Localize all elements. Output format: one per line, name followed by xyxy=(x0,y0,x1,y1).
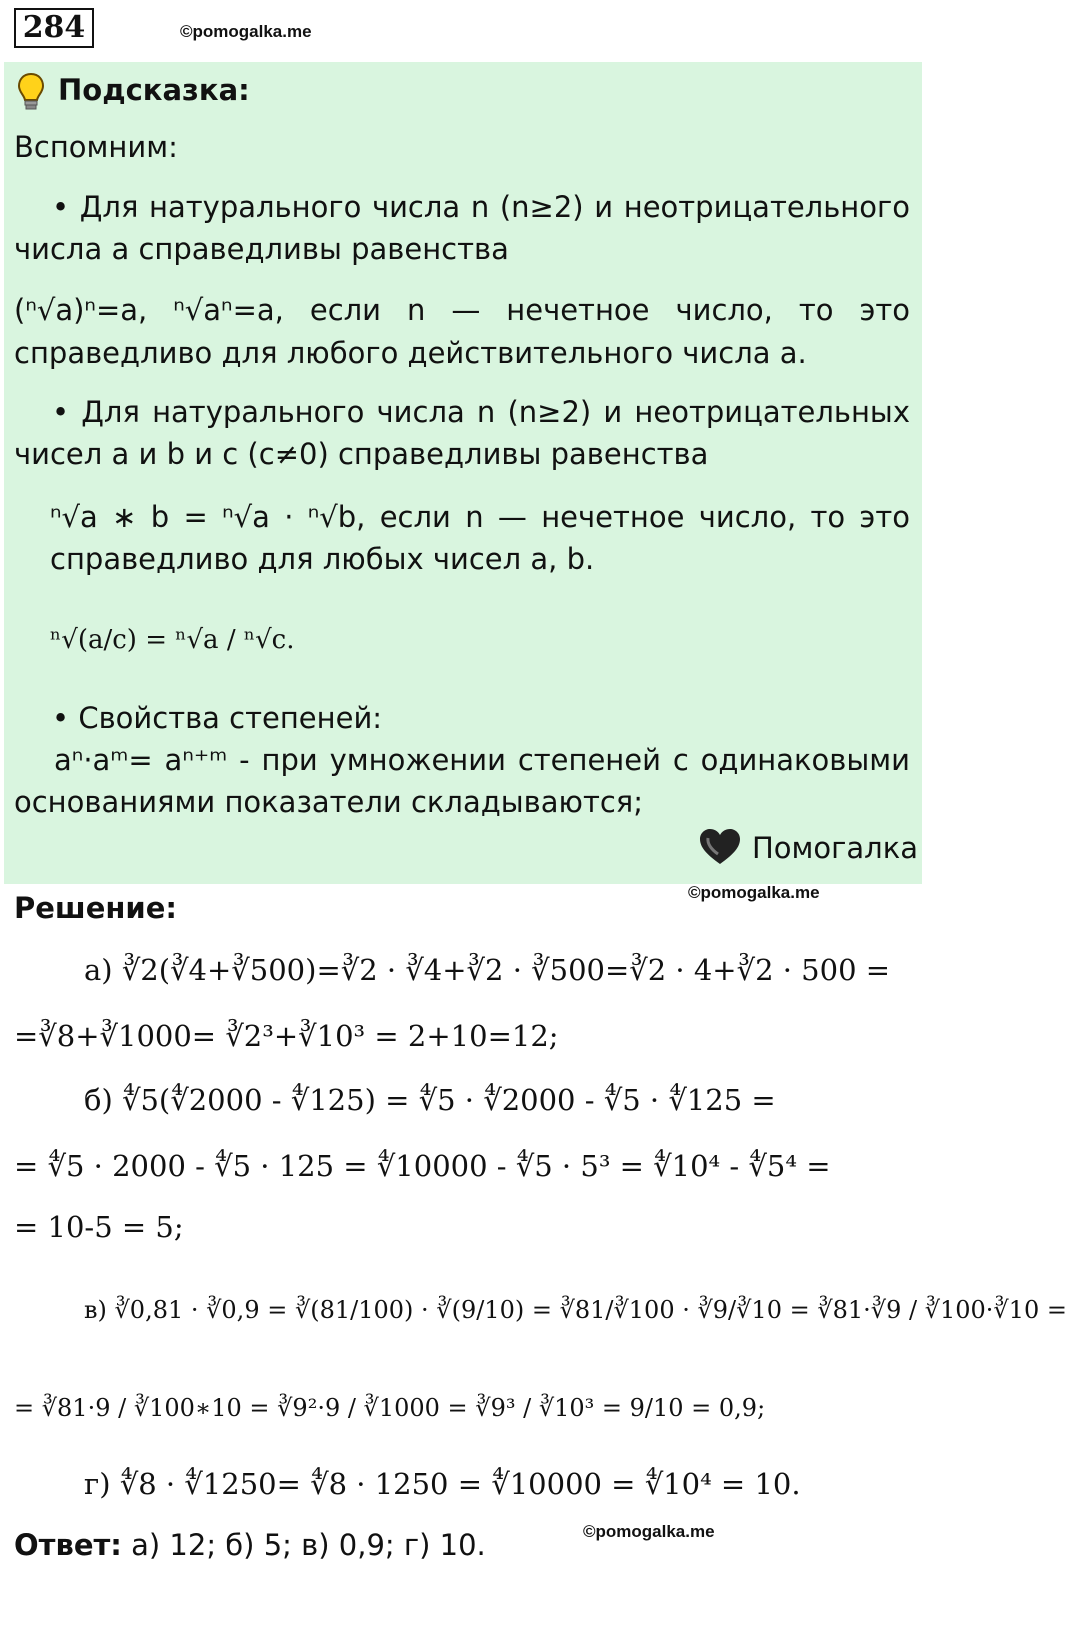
watermark-middle: ©pomogalka.me xyxy=(688,883,820,902)
hint-b2-line1: • Для натурального числа n (n≥2) и неотрицательных xyxy=(52,395,910,429)
heart-icon xyxy=(698,828,742,866)
hint-b3-line1: • Свойства степеней: xyxy=(52,701,383,735)
answer-text: а) 12; б) 5; в) 0,9; г) 10. xyxy=(121,1528,486,1562)
hint-b2-line4: справедливо для любых чисел a, b. xyxy=(50,542,595,576)
hint-b2-formula: ⁿ√a ∗ b = ⁿ√a · ⁿ√b, если n — нечетное число, то это xyxy=(50,500,910,534)
hint-intro: Вспомним: xyxy=(14,130,178,164)
hint-b1-line4: справедливо для любого действительного числа a. xyxy=(14,336,807,370)
solution-v-line2: = ∛81·9 / ∛100∗10 = ∛9²·9 / ∛1000 = ∛9³ / ∛10³ = 9/10 = 0,9; xyxy=(14,1394,766,1422)
hint-b2-line2: чисел a и b и c (c≠0) справедливы равенства xyxy=(14,437,709,471)
solution-a-line2: =∛8+∛1000= ∛2³+∛10³ = 2+10=12; xyxy=(14,1019,559,1053)
hint-b1-line2: числа a справедливы равенства xyxy=(14,232,509,266)
solution-title: Решение: xyxy=(14,891,178,925)
hint-b3-line3: основаниями показатели складываются; xyxy=(14,785,644,819)
answer-line xyxy=(14,1527,486,1563)
solution-b-line1: б) ∜5(∜2000 - ∜125) = ∜5 · ∜2000 - ∜5 · ∜125 = xyxy=(84,1083,776,1117)
solution-v-line1: в) ∛0,81 · ∛0,9 = ∛(81/100) · ∛(9/10) = ∛81/∛100 · ∛9/∛10 = ∛81·∛9 / ∛100·∛10 = xyxy=(84,1296,1067,1324)
lightbulb-icon xyxy=(16,72,46,112)
solution-a-line1: а) ∛2(∛4+∛500)=∛2 · ∛4+∛2 · ∛500=∛2 · 4+∛2 · 500 = xyxy=(84,953,891,987)
hint-b1-line1: • Для натурального числа n (n≥2) и неотрицательного xyxy=(52,190,910,224)
solution-g-line1: г) ∜8 · ∜1250= ∜8 · 1250 = ∜10000 = ∜10⁴ = 10. xyxy=(84,1467,801,1501)
problem-number: 284 xyxy=(14,8,94,48)
solution-b-line2: = ∜5 · 2000 - ∜5 · 125 = ∜10000 - ∜5 · 5³ = ∜10⁴ - ∜5⁴ = xyxy=(14,1149,831,1183)
hint-title: Подсказка: xyxy=(58,73,250,107)
answer-label: Ответ: xyxy=(14,1528,122,1562)
solution-b-line3: = 10-5 = 5; xyxy=(14,1210,184,1244)
brand-label: Помогалка xyxy=(752,831,918,865)
hint-b2-fraction-formula: ⁿ√(a/c) = ⁿ√a / ⁿ√c. xyxy=(50,625,295,655)
watermark-bottom: ©pomogalka.me xyxy=(583,1522,715,1541)
hint-b3-line2: aⁿ·aᵐ= aⁿ⁺ᵐ - при умножении степеней с одинаковыми xyxy=(54,743,910,777)
watermark-top: ©pomogalka.me xyxy=(180,22,312,41)
hint-b1-formula: (ⁿ√a)ⁿ=a, ⁿ√aⁿ=a, если n — нечетное число, то это xyxy=(14,293,910,327)
